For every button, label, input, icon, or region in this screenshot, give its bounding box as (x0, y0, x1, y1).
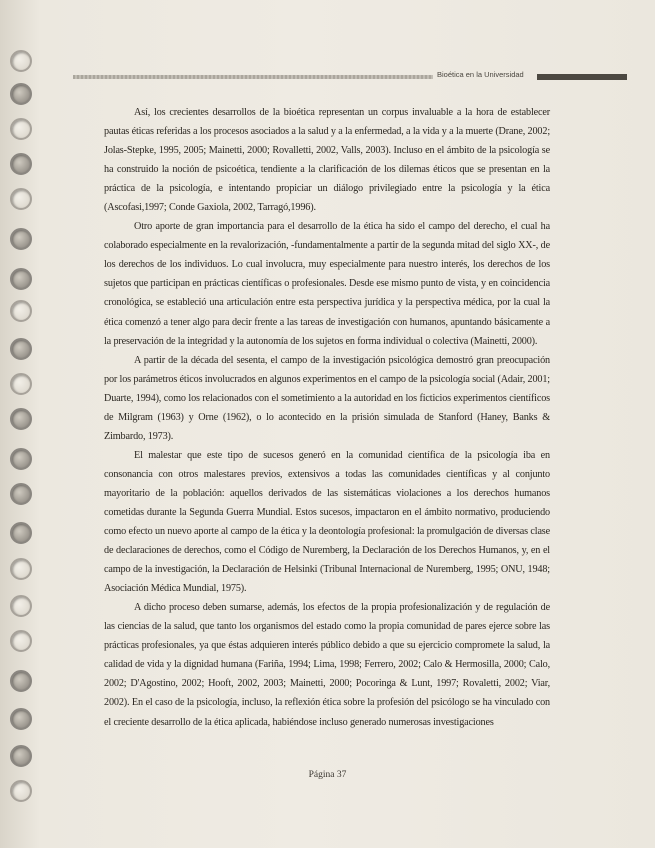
binder-hole (10, 50, 32, 72)
binder-hole (10, 153, 32, 175)
paragraph: A partir de la década del sesenta, el campo de la investigación psicológica demostró gran preocupación por los parámetros éticos involucrados en algunos experimentos en el campo de la psicología social (Adair, 2001; Duarte, 1994), como los relacionados con el sometimiento a la autoridad en los ficticios experimentos científicos de Milgram (1963) y Orne (1962), o lo acontecido en la prisión simulada de Stanford (Haney, Banks & Zimbardo, 1973). (104, 354, 550, 442)
binder-hole (10, 268, 32, 290)
binder-hole (10, 338, 32, 360)
binder-hole (10, 670, 32, 692)
binder-hole (10, 708, 32, 730)
paragraph: A dicho proceso deben sumarse, además, los efectos de la propia profesionalización y de regulación de las ciencias de la salud, que tanto los organismos del estado como la propia comunidad de pares ejerce sobre las prácticas profesionales, ya que éstas adquieren interés público debido a que su ejercicio compromete la salud, la calidad de vida y la dignidad humana (Fariña, 1994; Lima, 1998; Ferrero, 2002; Calo & Hermosilla, 2000; Calo, 2002; D'Agostino, 2002; Hooft, 2002, 2003; Mainetti, 2000; Pocoringa & Lunt, 1997; Rovaletti, 2002; Viar, 2002). En el caso de la psicología, incluso, la reflexión ética sobre la profesión del psicólogo se ha vinculado con el creciente desarrollo de la ética aplicada, habiéndose incluso generado numerosas investigaciones (104, 602, 550, 728)
binder-hole (10, 745, 32, 767)
paragraph: El malestar que este tipo de sucesos generó en la comunidad científica de la psicología iba en consonancia con otros malestares previos, extensivos a todas las comunidades científicas y al conjunto mayoritario de la población: aquellos derivados de las sistemáticas violaciones a los derechos humanos cometidas durante la Segunda Guerra Mundial. Estos sucesos, impactaron en el ámbito normativo, produciendo como efecto un nuevo aporte al campo de la ética y la deontología profesional: la promulgación de diversas clase de declaraciones de derechos, como el Código de Nuremberg, la Declaración de los Derechos Humanos, y, en el campo de la investigación, la Declaración de Helsinki (Tribunal Internacional de Nuremberg, 1995; ONU, 1948; Asociación Médica Mundial, 1975). (104, 449, 550, 595)
binder-hole (10, 118, 32, 140)
binder-hole (10, 483, 32, 505)
paragraph: Otro aporte de gran importancia para el desarrollo de la ética ha sido el campo del derecho, el cual ha colaborado especialmente en la revalorización, -fundamentalmente a partir de la segunda mitad del siglo XX-, de los derechos de los individuos. Lo cual involucra, muy especialmente para nuestro interés, los derechos de los sujetos que participan en prácticas científicas o profesionales. Desde ese mismo punto de vista, y en coincidencia cronológica, se estableció una articulación entre esta perspectiva jurídica y la perspectiva médica, por la cual la ética comenzó a tener algo para decir frente a las tareas de investigación con humanos, apuntando básicamente a la preservación de la integridad y la autonomía de los sujetos en forma individual o colectiva (Mainetti, 2000). (104, 221, 550, 347)
page-number: Página 37 (308, 770, 347, 780)
binder-hole (10, 558, 32, 580)
binder-hole (10, 780, 32, 802)
binder-hole (10, 228, 32, 250)
running-header (73, 70, 633, 84)
header-rule (73, 75, 433, 79)
binder-holes (6, 40, 34, 820)
binder-hole (10, 448, 32, 470)
paragraph: Así, los crecientes desarrollos de la bioética representan un corpus invaluable a la hora de establecer pautas éticas referidas a los procesos asociados a la salud y a la enfermedad, a la vida y a la muerte (Drane, 2002; Jolas-Stepke, 1995, 2005; Mainetti, 2000; Rovalletti, 2002, Valls, 2003). Incluso en el ámbito de la psicología se ha construido la noción de psicoética, tendiente a la clarificación de los dilemas éticos que se presentan en la práctica de la psicología, e intentando propiciar un diálogo privilegiado entre la psicología y la ética (Ascofasi,1997; Conde Gaxiola, 2002, Tarragó,1996). (104, 107, 550, 214)
binder-hole (10, 595, 32, 617)
header-rule-dark (537, 74, 627, 80)
header-title: Bioética en la Universidad (437, 70, 524, 79)
binder-hole (10, 83, 32, 105)
binder-hole (10, 630, 32, 652)
body-text (104, 103, 550, 732)
binder-hole (10, 300, 32, 322)
binder-hole (10, 188, 32, 210)
binder-hole (10, 522, 32, 544)
binder-hole (10, 408, 32, 430)
binder-hole (10, 373, 32, 395)
